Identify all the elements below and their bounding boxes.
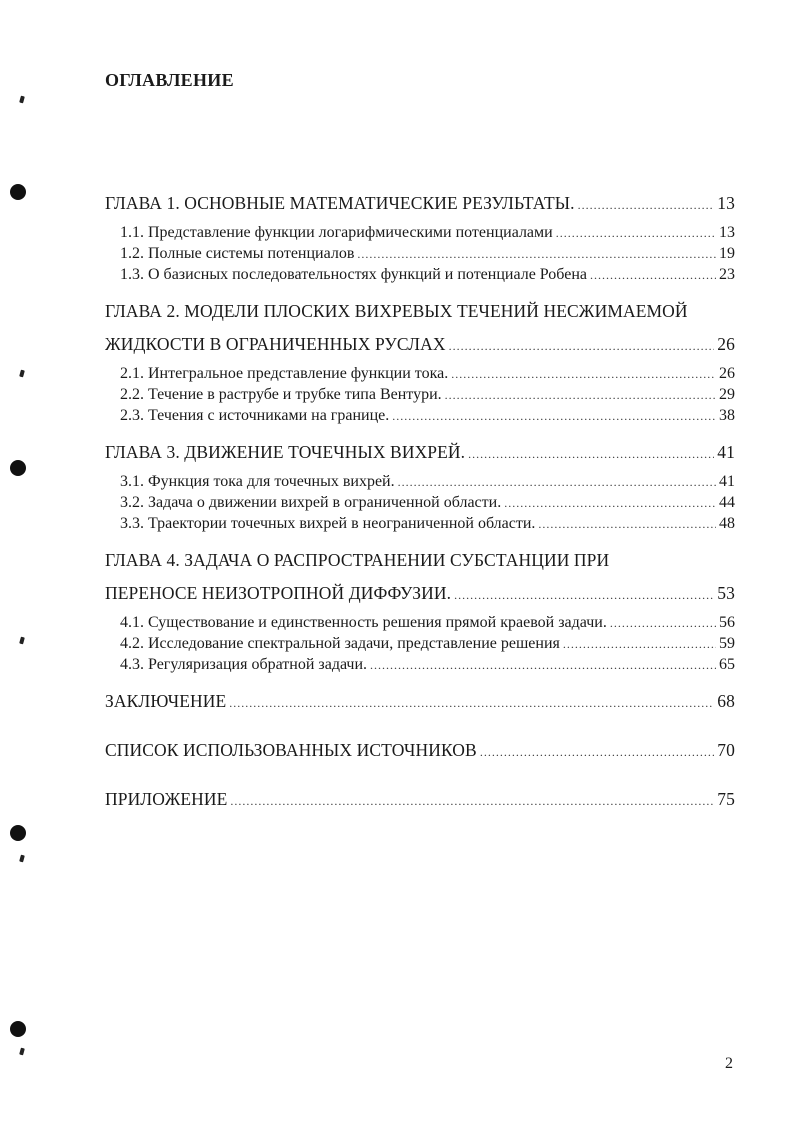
scan-speck bbox=[19, 1048, 25, 1056]
toc-appendix[interactable] bbox=[105, 789, 735, 812]
leader-dots bbox=[392, 409, 716, 424]
appendix-page: 75 bbox=[717, 789, 735, 809]
section-title: 2.2. Течение в раструбе и трубке типа Вентури. bbox=[120, 386, 442, 403]
chapter-page: 26 bbox=[717, 334, 735, 354]
leader-dots bbox=[480, 745, 714, 760]
section-page: 26 bbox=[719, 365, 735, 382]
toc-conclusion[interactable] bbox=[105, 691, 735, 714]
toc-section[interactable] bbox=[105, 494, 735, 515]
chapter-1-sections bbox=[105, 224, 735, 287]
chapter-page: 53 bbox=[717, 583, 735, 603]
toc-chapter-1[interactable] bbox=[105, 193, 735, 216]
toc-section[interactable] bbox=[105, 365, 735, 386]
section-page: 13 bbox=[719, 224, 735, 241]
toc-chapter-2[interactable] bbox=[105, 334, 735, 357]
leader-dots bbox=[230, 794, 714, 809]
section-title: 1.1. Представление функции логарифмическими потенциалами bbox=[120, 224, 553, 241]
punch-hole bbox=[10, 825, 26, 841]
leader-dots bbox=[556, 226, 716, 241]
leader-dots bbox=[449, 339, 715, 354]
chapter-2-sections bbox=[105, 365, 735, 428]
chapter-page: 13 bbox=[717, 193, 735, 213]
page-title: ОГЛАВЛЕНИЕ bbox=[105, 70, 234, 90]
chapter-3-sections bbox=[105, 473, 735, 536]
scan-speck bbox=[19, 96, 25, 104]
chapter-title: ГЛАВА 1. ОСНОВНЫЕ МАТЕМАТИЧЕСКИЕ РЕЗУЛЬТАТЫ. bbox=[105, 193, 575, 213]
section-title: 2.1. Интегральное представление функции тока. bbox=[120, 365, 449, 382]
section-page: 56 bbox=[719, 614, 735, 631]
page-number: 2 bbox=[725, 1055, 733, 1072]
toc-section[interactable] bbox=[105, 407, 735, 428]
section-title: 4.2. Исследование спектральной задачи, представление решения bbox=[120, 635, 560, 652]
punch-hole bbox=[10, 184, 26, 200]
appendix-title: ПРИЛОЖЕНИЕ bbox=[105, 789, 228, 809]
section-title: 3.3. Траектории точечных вихрей в неограниченной области. bbox=[120, 515, 536, 532]
section-title: 4.3. Регуляризация обратной задачи. bbox=[120, 656, 368, 673]
toc-section[interactable] bbox=[105, 614, 735, 635]
section-page: 44 bbox=[719, 494, 735, 511]
leader-dots bbox=[398, 475, 716, 490]
section-page: 38 bbox=[719, 407, 735, 424]
section-title: 3.1. Функция тока для точечных вихрей. bbox=[120, 473, 395, 490]
leader-dots bbox=[610, 616, 716, 631]
toc-section[interactable] bbox=[105, 656, 735, 677]
toc-references[interactable] bbox=[105, 740, 735, 763]
section-title: 1.2. Полные системы потенциалов bbox=[120, 245, 355, 262]
table-of-contents bbox=[105, 193, 735, 812]
scan-speck bbox=[19, 370, 25, 378]
section-page: 23 bbox=[719, 266, 735, 283]
leader-dots bbox=[563, 637, 716, 652]
leader-dots bbox=[451, 367, 716, 382]
section-page: 41 bbox=[719, 473, 735, 490]
toc-chapter-3[interactable] bbox=[105, 442, 735, 465]
conclusion-title: ЗАКЛЮЧЕНИЕ bbox=[105, 691, 227, 711]
leader-dots bbox=[590, 268, 716, 283]
toc-section[interactable] bbox=[105, 515, 735, 536]
section-title: 4.1. Существование и единственность решения прямой краевой задачи. bbox=[120, 614, 607, 631]
leader-dots bbox=[504, 496, 716, 511]
scan-speck bbox=[19, 855, 25, 863]
toc-section[interactable] bbox=[105, 635, 735, 656]
leader-dots bbox=[357, 247, 716, 262]
leader-dots bbox=[454, 588, 714, 603]
toc-section[interactable] bbox=[105, 473, 735, 494]
section-title: 2.3. Течения с источниками на границе. bbox=[120, 407, 390, 424]
section-page: 19 bbox=[719, 245, 735, 262]
section-title: 3.2. Задача о движении вихрей в ограниченной области. bbox=[120, 494, 502, 511]
punch-hole bbox=[10, 1021, 26, 1037]
leader-dots bbox=[370, 658, 716, 673]
toc-section[interactable] bbox=[105, 386, 735, 407]
leader-dots bbox=[538, 517, 716, 532]
chapter-4-title-line1[interactable]: ГЛАВА 4. ЗАДАЧА О РАСПРОСТРАНЕНИИ СУБСТАНЦИИ ПРИ bbox=[105, 550, 610, 570]
leader-dots bbox=[229, 696, 714, 711]
section-title: 1.3. О базисных последовательностях функций и потенциале Робена bbox=[120, 266, 587, 283]
scan-speck bbox=[19, 637, 25, 645]
chapter-2-title-line1[interactable]: ГЛАВА 2. МОДЕЛИ ПЛОСКИХ ВИХРЕВЫХ ТЕЧЕНИЙ НЕСЖИМАЕМОЙ bbox=[105, 301, 688, 321]
chapter-title: ПЕРЕНОСЕ НЕИЗОТРОПНОЙ ДИФФУЗИИ. bbox=[105, 583, 452, 603]
chapter-page: 41 bbox=[717, 442, 735, 462]
leader-dots bbox=[445, 388, 716, 403]
toc-section[interactable] bbox=[105, 266, 735, 287]
section-page: 29 bbox=[719, 386, 735, 403]
toc-chapter-4[interactable] bbox=[105, 583, 735, 606]
section-page: 59 bbox=[719, 635, 735, 652]
leader-dots bbox=[468, 447, 714, 462]
section-page: 48 bbox=[719, 515, 735, 532]
chapter-4-sections bbox=[105, 614, 735, 677]
punch-hole bbox=[10, 460, 26, 476]
chapter-title: ГЛАВА 3. ДВИЖЕНИЕ ТОЧЕЧНЫХ ВИХРЕЙ. bbox=[105, 442, 466, 462]
chapter-title: ЖИДКОСТИ В ОГРАНИЧЕННЫХ РУСЛАХ bbox=[105, 334, 446, 354]
conclusion-page: 68 bbox=[717, 691, 735, 711]
section-page: 65 bbox=[719, 656, 735, 673]
references-page: 70 bbox=[717, 740, 735, 760]
toc-section[interactable] bbox=[105, 245, 735, 266]
toc-section[interactable] bbox=[105, 224, 735, 245]
leader-dots bbox=[578, 198, 715, 213]
references-title: СПИСОК ИСПОЛЬЗОВАННЫХ ИСТОЧНИКОВ bbox=[105, 740, 477, 760]
